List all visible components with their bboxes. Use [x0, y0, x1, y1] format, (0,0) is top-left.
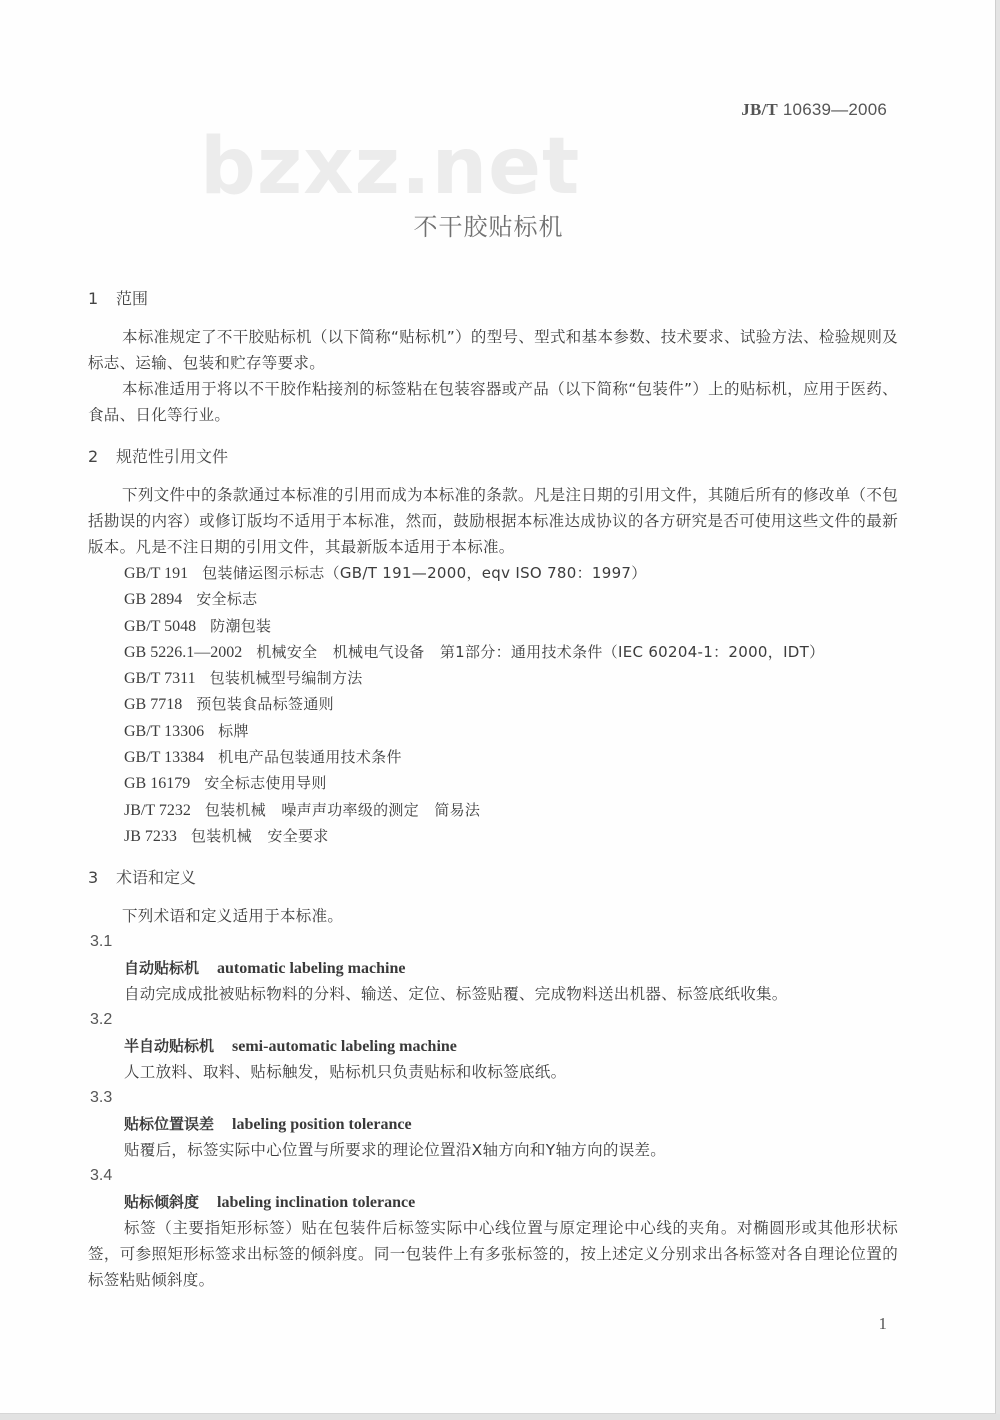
reference-title: 安全标志使用导则 [204, 774, 327, 793]
reference-item [124, 586, 898, 612]
document-title [0, 207, 995, 242]
term-english: automatic labeling machine [217, 960, 406, 978]
reference-item [124, 560, 898, 586]
reference-title: 包装储运图示标志（GB/T 191—2000，eqv ISO 780：1997） [202, 564, 647, 582]
reference-list [88, 560, 898, 849]
reference-title: 包装机械 安全要求 [190, 826, 329, 845]
reference-item [124, 665, 898, 691]
document-body [88, 286, 898, 1293]
section-number: 2 [88, 447, 99, 466]
reference-code: GB 2894 [124, 591, 183, 609]
term-definition: 标签（主要指矩形标签）贴在包装件后标签实际中心线位置与原定理论中心线的夹角。对椭圆形或其他形状标签，可参照矩形标签求出标签的倾斜度。同一包装件上有多张标签的，按上述定义分别求出各标签对各自理论位置的标签粘贴倾斜度。 [88, 1219, 898, 1290]
clause-number: 3.1 [90, 933, 113, 951]
section-heading-normative-references [88, 444, 898, 472]
page-number: 1 [878, 1314, 887, 1333]
paragraph: 本标准适用于将以不干胶作粘接剂的标签粘在包装容器或产品（以下简称“包装件”）上的贴标机，应用于医药、食品、日化等行业。 [88, 380, 898, 424]
reference-item [124, 797, 898, 823]
term-chinese: 贴标倾斜度 [124, 1193, 200, 1212]
term-heading [88, 1189, 898, 1215]
paragraph: 下列术语和定义适用于本标准。 [122, 907, 344, 926]
term-heading [88, 1111, 898, 1137]
reference-code: GB 16179 [124, 775, 191, 793]
page-edge-shadow [0, 1414, 1000, 1420]
standard-code [741, 100, 887, 120]
term-chinese: 贴标位置误差 [124, 1115, 215, 1134]
reference-item [124, 613, 898, 639]
reference-code: JB 7233 [124, 827, 177, 845]
section-heading-terms-definitions [88, 865, 898, 893]
term-heading [88, 1033, 898, 1059]
watermark: bzxz.net [200, 122, 581, 212]
reference-code: GB 5226.1—2002 [124, 643, 243, 661]
reference-item [124, 823, 898, 849]
term-english: semi-automatic labeling machine [232, 1038, 457, 1056]
reference-title: 安全标志 [196, 590, 258, 609]
reference-code: GB/T 191 [124, 565, 189, 582]
term-chinese: 自动贴标机 [124, 959, 200, 978]
paragraph: 本标准规定了不干胶贴标机（以下简称“贴标机”）的型号、型式和基本参数、技术要求、试验方法、检验规则及标志、运输、包装和贮存等要求。 [88, 328, 898, 372]
standard-code-number: 10639—2006 [782, 100, 887, 119]
section-title: 术语和定义 [116, 868, 197, 888]
reference-title: 机械安全 机械电气设备 第1部分：通用技术条件（IEC 60204-1：2000，IDT） [256, 642, 825, 661]
term-definition: 贴覆后，标签实际中心位置与所要求的理论位置沿X轴方向和Y轴方向的误差。 [124, 1141, 667, 1160]
reference-title: 标牌 [218, 721, 249, 740]
term-english: labeling position tolerance [232, 1116, 412, 1134]
reference-item [124, 639, 898, 665]
reference-code: GB/T 7311 [124, 670, 196, 688]
term-definition: 人工放料、取料、贴标触发，贴标机只负责贴标和收标签底纸。 [124, 1063, 567, 1082]
standard-code-prefix: JB/T [741, 100, 778, 119]
reference-title: 包装机械 噪声声功率级的测定 简易法 [204, 800, 481, 819]
reference-code: GB 7718 [124, 696, 183, 714]
section-title: 规范性引用文件 [116, 447, 229, 466]
reference-title: 预包装食品标签通则 [196, 695, 334, 714]
reference-code: JB/T 7232 [124, 801, 191, 819]
reference-item [124, 770, 898, 796]
reference-item [124, 691, 898, 717]
paragraph: 下列文件中的条款通过本标准的引用而成为本标准的条款。凡是注日期的引用文件，其随后所有的修改单（不包括勘误的内容）或修订版均不适用于本标准，然而，鼓励根据本标准达成协议的各方研究是否可使用这些文件的最新版本。凡是不注日期的引用文件，其最新版本适用于本标准。 [88, 486, 898, 556]
clause-number: 3.3 [90, 1089, 113, 1107]
term-heading [88, 955, 898, 981]
reference-title: 包装机械型号编制方法 [209, 669, 363, 688]
reference-item [124, 744, 898, 770]
clause-number: 3.4 [90, 1167, 113, 1185]
reference-title: 防潮包装 [210, 616, 272, 635]
reference-code: GB/T 13306 [124, 722, 205, 740]
reference-item [124, 718, 898, 744]
section-number: 3 [88, 868, 99, 888]
document-title-text: 不干胶贴标机 [413, 213, 564, 241]
reference-code: GB/T 5048 [124, 617, 197, 635]
section-heading-scope [88, 286, 898, 314]
term-definition: 自动完成成批被贴标物料的分料、输送、定位、标签贴覆、完成物料送出机器、标签底纸收集。 [124, 985, 788, 1004]
clause-number: 3.2 [90, 1011, 113, 1029]
reference-code: GB/T 13384 [124, 749, 205, 767]
term-english: labeling inclination tolerance [217, 1194, 416, 1212]
reference-title: 机电产品包装通用技术条件 [218, 748, 402, 767]
section-title: 范围 [116, 289, 149, 308]
section-number: 1 [88, 289, 99, 308]
term-chinese: 半自动贴标机 [124, 1037, 215, 1056]
